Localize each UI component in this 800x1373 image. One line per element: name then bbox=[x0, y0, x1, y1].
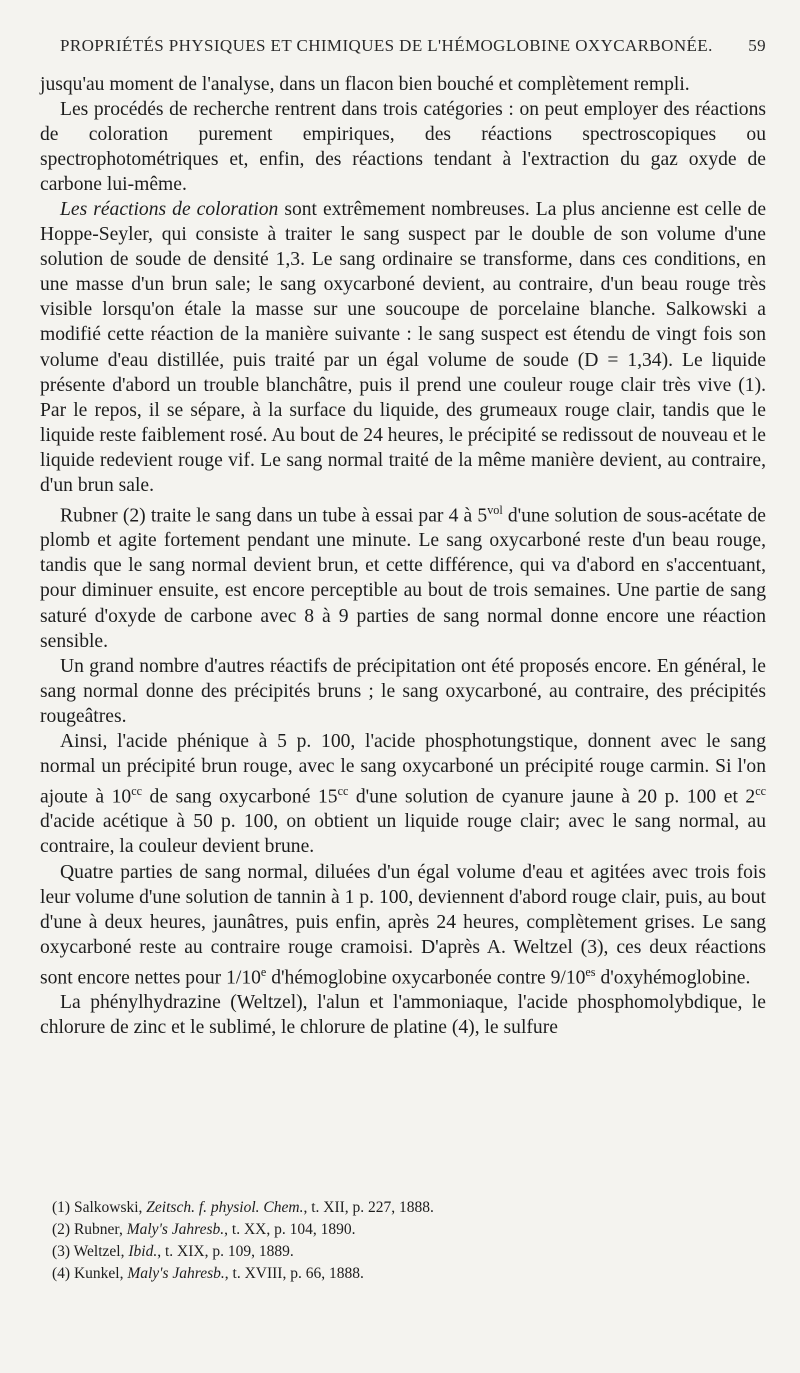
superscript: cc bbox=[755, 783, 766, 798]
italic-text: Maly's Jahresb. bbox=[126, 1221, 225, 1238]
text-run: La phénylhydrazine (Weltzel), l'alun et l'ammoniaque, l'acide phosphomolybdique, le chlorure de zinc et le sublimé, le chlorure de platine (4), le sulfure bbox=[40, 992, 766, 1039]
text-run: d'une solution de sous-acétate de plomb et agite fortement pendant une minute. Le sang oxycarboné reste d'un beau rouge, tandis que le sang normal devient brun, et cette différence, qui va d'abord en s'accentuant, pour diminuer ensuite, est encore perceptible au bout de trois semaines. Une partie de sang saturé d'oxyde de carbone avec 8 à 9 parties de sang normal donne encore une réaction sensible. bbox=[40, 505, 766, 652]
text-run: , t. XX, p. 104, 1890. bbox=[224, 1221, 356, 1238]
text-run: (1) Salkowski, bbox=[52, 1199, 147, 1216]
text-run: (3) Weltzel, bbox=[52, 1243, 129, 1260]
superscript: vol bbox=[487, 502, 503, 517]
italic-text: Les réactions de coloration bbox=[60, 199, 279, 221]
body-text bbox=[40, 72, 766, 1040]
footnotes bbox=[52, 1197, 766, 1285]
text-run: (4) Kunkel, bbox=[52, 1265, 128, 1282]
text-run: Quatre parties de sang normal, diluées d'un égal volume d'eau et agitées avec trois fois leur volume d'une solution de tannin à 1 p. 100, deviennent d'abord rouge clair, puis, au bout d'une à deux heures, jaunâtres, puis enfin, après 24 heures, complètement grises. Le sang oxycarboné reste au contraire rouge cramoisi. D'après A. Weltzel (3), ces deux réactions sont encore nettes pour 1/10 bbox=[40, 861, 766, 989]
superscript: e bbox=[260, 964, 267, 979]
superscript: cc bbox=[131, 783, 143, 798]
italic-text: Zeitsch. f. physiol. Chem. bbox=[146, 1199, 304, 1216]
paragraph bbox=[40, 97, 766, 197]
footnote bbox=[52, 1219, 766, 1241]
footnote bbox=[52, 1197, 766, 1219]
running-head-title: PROPRIÉTÉS PHYSIQUES ET CHIMIQUES DE L'HÉMOGLOBINE OXYCARBONÉE. bbox=[60, 36, 713, 55]
paragraph bbox=[40, 990, 766, 1040]
footnote bbox=[52, 1241, 766, 1263]
text-run: d'acide acétique à 50 p. 100, on obtient un liquide rouge clair; avec le sang normal, au contraire, la couleur devient brune. bbox=[40, 811, 766, 858]
text-run: d'hémoglobine oxycarbonée contre 9/10 bbox=[266, 967, 586, 989]
superscript: es bbox=[585, 964, 596, 979]
paragraph bbox=[40, 197, 766, 498]
text-run: Ainsi, l'acide phénique à 5 p. 100, l'acide phosphotungstique, donnent avec le sang normal un précipité brun rouge, avec le sang oxycarboné un précipité rouge carmin. Si l'on ajoute à 10 bbox=[40, 730, 766, 808]
text-run: , t. XII, p. 227, 1888. bbox=[303, 1199, 434, 1216]
text-run: d'une solution de cyanure jaune à 20 p. 100 et 2 bbox=[348, 786, 756, 808]
text-run: Rubner (2) traite le sang dans un tube à essai par 4 à 5 bbox=[60, 505, 488, 527]
italic-text: Ibid. bbox=[128, 1243, 158, 1260]
footnote bbox=[52, 1263, 766, 1285]
italic-text: Maly's Jahresb. bbox=[127, 1265, 225, 1282]
paragraph bbox=[40, 654, 766, 729]
superscript: cc bbox=[337, 783, 349, 798]
text-run: , t. XVIII, p. 66, 1888. bbox=[224, 1265, 364, 1282]
text-run: de sang oxycarboné 15 bbox=[142, 786, 338, 808]
text-run: d'oxyhémoglobine. bbox=[595, 967, 751, 989]
paragraph bbox=[40, 860, 766, 991]
paragraph bbox=[40, 72, 766, 97]
text-run: , t. XIX, p. 109, 1889. bbox=[157, 1243, 294, 1260]
text-run: sont extrêmement nombreuses. La plus ancienne est celle de Hoppe-Seyler, qui consiste à traiter le sang suspect par le double de son volume d'une solution de soude de densité 1,3. Le sang ordinaire se transforme, dans ces conditions, en une masse d'un brun sale; le sang oxycarboné devient, au contraire, d'un beau rouge très visible lorsqu'on étale la masse sur une soucoupe de porcelaine blanche. Salkowski a modifié cette réaction de la manière suivante : le sang suspect est étendu de vingt fois son volume d'eau distillée, puis traité par un égal volume de soude (D = 1,34). Le liquide présente d'abord un trouble blanchâtre, puis il prend une couleur rouge clair très vive (1). Par le repos, il se sépare, à la surface du liquide, des grumeaux rouge clair, tandis que le liquide reste faiblement rosé. Au bout de 24 heures, le précipité se redissout de nouveau et le liquide redevient rouge vif. Le sang normal traité de la même manière devient, au contraire, d'un brun sale. bbox=[40, 199, 767, 496]
text-run: jusqu'au moment de l'analyse, dans un flacon bien bouché et complètement rempli. bbox=[40, 74, 690, 95]
text-run: Les procédés de recherche rentrent dans trois catégories : on peut employer des réactions de coloration purement empiriques, des réactions spectroscopiques ou spectrophotométriques et, enfin, des réactions tendant à l'extraction du gaz oxyde de carbone lui-même. bbox=[40, 99, 766, 196]
text-run: Un grand nombre d'autres réactifs de précipitation ont été proposés encore. En général, le sang normal donne des précipités bruns ; le sang oxycarboné, au contraire, des précipités rougeâtres. bbox=[40, 655, 766, 727]
page-number: 59 bbox=[748, 36, 766, 55]
paragraph bbox=[40, 729, 766, 860]
paragraph bbox=[40, 498, 766, 654]
text-run: (2) Rubner, bbox=[52, 1221, 127, 1238]
